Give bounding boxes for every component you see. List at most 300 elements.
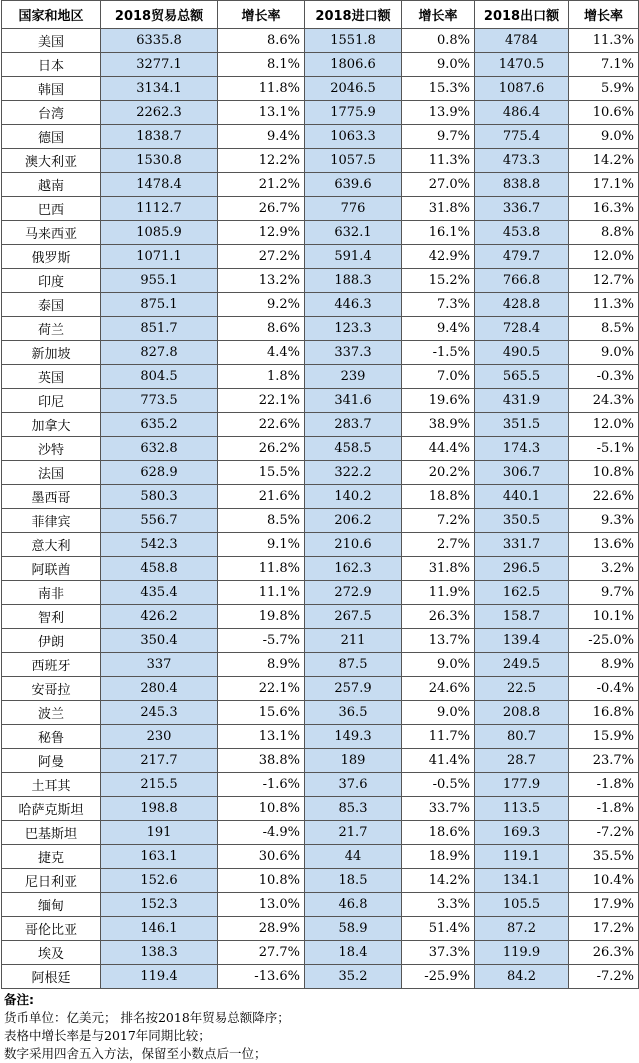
cell-total-trade: 773.5 [101, 389, 218, 413]
cell-export: 490.5 [475, 341, 569, 365]
cell-total-trade: 215.5 [101, 773, 218, 797]
cell-export-growth: 8.9% [569, 653, 639, 677]
cell-export: 440.1 [475, 485, 569, 509]
cell-export-growth: 26.3% [569, 941, 639, 965]
cell-total-growth: 26.7% [218, 197, 305, 221]
cell-export-growth: 12.0% [569, 413, 639, 437]
cell-import-growth: 11.3% [402, 149, 475, 173]
table-row [2, 149, 639, 173]
cell-import-growth: 7.2% [402, 509, 475, 533]
cell-import-growth: 18.9% [402, 845, 475, 869]
cell-country: 意大利 [2, 533, 101, 557]
cell-total-growth: 38.8% [218, 749, 305, 773]
cell-export: 134.1 [475, 869, 569, 893]
cell-export: 84.2 [475, 965, 569, 989]
table-row [2, 533, 639, 557]
cell-export: 350.5 [475, 509, 569, 533]
cell-import-growth: 51.4% [402, 917, 475, 941]
cell-export-growth: 16.3% [569, 197, 639, 221]
cell-total-trade: 542.3 [101, 533, 218, 557]
cell-import: 36.5 [305, 701, 402, 725]
cell-export-growth: 14.2% [569, 149, 639, 173]
cell-import: 189 [305, 749, 402, 773]
cell-export: 177.9 [475, 773, 569, 797]
cell-export-growth: 17.2% [569, 917, 639, 941]
table-row [2, 941, 639, 965]
cell-import-growth: 9.7% [402, 125, 475, 149]
cell-import-growth: 15.2% [402, 269, 475, 293]
cell-total-trade: 804.5 [101, 365, 218, 389]
cell-total-trade: 119.4 [101, 965, 218, 989]
cell-country: 阿曼 [2, 749, 101, 773]
cell-import-growth: 19.6% [402, 389, 475, 413]
table-row [2, 197, 639, 221]
cell-total-trade: 6335.8 [101, 29, 218, 53]
cell-export: 158.7 [475, 605, 569, 629]
cell-country: 沙特 [2, 437, 101, 461]
cell-total-trade: 152.6 [101, 869, 218, 893]
cell-export: 431.9 [475, 389, 569, 413]
cell-export: 479.7 [475, 245, 569, 269]
cell-total-growth: 11.1% [218, 581, 305, 605]
table-row [2, 413, 639, 437]
cell-total-trade: 245.3 [101, 701, 218, 725]
cell-import: 37.6 [305, 773, 402, 797]
cell-total-trade: 152.3 [101, 893, 218, 917]
cell-import: 211 [305, 629, 402, 653]
cell-import-growth: 9.0% [402, 653, 475, 677]
cell-import: 776 [305, 197, 402, 221]
cell-export-growth: 10.8% [569, 461, 639, 485]
cell-export-growth: 7.1% [569, 53, 639, 77]
cell-export-growth: 17.9% [569, 893, 639, 917]
cell-import: 140.2 [305, 485, 402, 509]
cell-country: 哥伦比亚 [2, 917, 101, 941]
cell-country: 墨西哥 [2, 485, 101, 509]
cell-total-growth: 13.2% [218, 269, 305, 293]
cell-total-trade: 827.8 [101, 341, 218, 365]
cell-import: 149.3 [305, 725, 402, 749]
table-body [2, 29, 639, 989]
cell-country: 西班牙 [2, 653, 101, 677]
table-row [2, 725, 639, 749]
cell-country: 俄罗斯 [2, 245, 101, 269]
table-row [2, 653, 639, 677]
cell-total-trade: 191 [101, 821, 218, 845]
cell-total-growth: 4.4% [218, 341, 305, 365]
cell-country: 韩国 [2, 77, 101, 101]
header-total-growth: 增长率 [218, 1, 305, 29]
cell-import: 272.9 [305, 581, 402, 605]
cell-total-trade: 580.3 [101, 485, 218, 509]
cell-export: 139.4 [475, 629, 569, 653]
cell-export-growth: 9.3% [569, 509, 639, 533]
cell-import: 257.9 [305, 677, 402, 701]
cell-total-trade: 337 [101, 653, 218, 677]
cell-country: 泰国 [2, 293, 101, 317]
cell-import-growth: 9.0% [402, 53, 475, 77]
table-row [2, 581, 639, 605]
cell-export-growth: 16.8% [569, 701, 639, 725]
cell-import: 18.5 [305, 869, 402, 893]
cell-export-growth: -5.1% [569, 437, 639, 461]
cell-total-growth: -5.7% [218, 629, 305, 653]
cell-import: 188.3 [305, 269, 402, 293]
table-row [2, 893, 639, 917]
table-row [2, 293, 639, 317]
cell-export-growth: -1.8% [569, 797, 639, 821]
cell-country: 秘鲁 [2, 725, 101, 749]
cell-import-growth: 20.2% [402, 461, 475, 485]
table-row [2, 557, 639, 581]
cell-total-growth: 9.4% [218, 125, 305, 149]
cell-export-growth: 9.7% [569, 581, 639, 605]
cell-import-growth: 13.7% [402, 629, 475, 653]
cell-export-growth: 9.0% [569, 341, 639, 365]
cell-import: 267.5 [305, 605, 402, 629]
cell-import: 1057.5 [305, 149, 402, 173]
header-export-growth: 增长率 [569, 1, 639, 29]
cell-import-growth: 15.3% [402, 77, 475, 101]
cell-country: 阿联酋 [2, 557, 101, 581]
cell-import-growth: 2.7% [402, 533, 475, 557]
cell-export-growth: 8.8% [569, 221, 639, 245]
table-row [2, 389, 639, 413]
cell-country: 巴西 [2, 197, 101, 221]
cell-import-growth: 9.4% [402, 317, 475, 341]
cell-import: 337.3 [305, 341, 402, 365]
table-row [2, 677, 639, 701]
notes-line: 数字采用四舍五入方法，保留至小数点后一位； [4, 1046, 267, 1061]
table-row [2, 101, 639, 125]
cell-export-growth: -1.8% [569, 773, 639, 797]
cell-import: 162.3 [305, 557, 402, 581]
cell-import: 58.9 [305, 917, 402, 941]
cell-import: 46.8 [305, 893, 402, 917]
cell-total-growth: 12.9% [218, 221, 305, 245]
cell-export-growth: 17.1% [569, 173, 639, 197]
cell-export-growth: -0.4% [569, 677, 639, 701]
table-row [2, 77, 639, 101]
cell-export: 119.1 [475, 845, 569, 869]
cell-total-growth: 8.6% [218, 29, 305, 53]
cell-export-growth: -7.2% [569, 821, 639, 845]
cell-import-growth: 37.3% [402, 941, 475, 965]
cell-total-trade: 280.4 [101, 677, 218, 701]
cell-country: 澳大利亚 [2, 149, 101, 173]
cell-import-growth: 24.6% [402, 677, 475, 701]
cell-export-growth: 12.0% [569, 245, 639, 269]
cell-export-growth: 13.6% [569, 533, 639, 557]
cell-export: 169.3 [475, 821, 569, 845]
cell-export-growth: 5.9% [569, 77, 639, 101]
table-row [2, 341, 639, 365]
cell-total-trade: 1071.1 [101, 245, 218, 269]
cell-country: 哈萨克斯坦 [2, 797, 101, 821]
cell-export: 838.8 [475, 173, 569, 197]
cell-total-trade: 1530.8 [101, 149, 218, 173]
cell-import-growth: 38.9% [402, 413, 475, 437]
cell-import-growth: 27.0% [402, 173, 475, 197]
table-row [2, 701, 639, 725]
cell-export: 728.4 [475, 317, 569, 341]
cell-country: 巴基斯坦 [2, 821, 101, 845]
cell-export: 331.7 [475, 533, 569, 557]
cell-export-growth: -25.0% [569, 629, 639, 653]
cell-total-trade: 632.8 [101, 437, 218, 461]
cell-export-growth: 10.4% [569, 869, 639, 893]
cell-total-trade: 635.2 [101, 413, 218, 437]
cell-total-trade: 458.8 [101, 557, 218, 581]
cell-country: 智利 [2, 605, 101, 629]
table-row [2, 965, 639, 989]
notes [0, 989, 639, 1063]
cell-export: 486.4 [475, 101, 569, 125]
cell-country: 德国 [2, 125, 101, 149]
cell-import: 591.4 [305, 245, 402, 269]
cell-import: 210.6 [305, 533, 402, 557]
cell-export: 28.7 [475, 749, 569, 773]
cell-import: 35.2 [305, 965, 402, 989]
cell-country: 阿根廷 [2, 965, 101, 989]
cell-export-growth: 10.1% [569, 605, 639, 629]
cell-country: 英国 [2, 365, 101, 389]
cell-export: 4784 [475, 29, 569, 53]
cell-total-growth: -4.9% [218, 821, 305, 845]
cell-total-growth: 13.1% [218, 101, 305, 125]
cell-country: 越南 [2, 173, 101, 197]
table-row [2, 629, 639, 653]
cell-country: 加拿大 [2, 413, 101, 437]
cell-total-trade: 1112.7 [101, 197, 218, 221]
header-import-growth: 增长率 [402, 1, 475, 29]
cell-export: 351.5 [475, 413, 569, 437]
table-row [2, 749, 639, 773]
cell-total-trade: 1085.9 [101, 221, 218, 245]
cell-export: 119.9 [475, 941, 569, 965]
cell-import-growth: 7.0% [402, 365, 475, 389]
cell-import-growth: 11.9% [402, 581, 475, 605]
cell-total-growth: 15.6% [218, 701, 305, 725]
cell-country: 捷克 [2, 845, 101, 869]
cell-import-growth: -25.9% [402, 965, 475, 989]
cell-total-growth: 13.1% [218, 725, 305, 749]
table-row [2, 437, 639, 461]
cell-total-trade: 3134.1 [101, 77, 218, 101]
cell-country: 法国 [2, 461, 101, 485]
cell-total-trade: 628.9 [101, 461, 218, 485]
cell-total-trade: 138.3 [101, 941, 218, 965]
cell-export-growth: 11.3% [569, 293, 639, 317]
cell-import: 123.3 [305, 317, 402, 341]
cell-total-growth: -1.6% [218, 773, 305, 797]
cell-import-growth: 44.4% [402, 437, 475, 461]
cell-country: 安哥拉 [2, 677, 101, 701]
cell-export-growth: 22.6% [569, 485, 639, 509]
cell-total-trade: 426.2 [101, 605, 218, 629]
notes-title: 备注: [4, 992, 34, 1007]
cell-total-trade: 1838.7 [101, 125, 218, 149]
cell-country: 台湾 [2, 101, 101, 125]
table-row [2, 245, 639, 269]
table-row [2, 485, 639, 509]
cell-import: 283.7 [305, 413, 402, 437]
cell-total-growth: 9.1% [218, 533, 305, 557]
cell-import: 446.3 [305, 293, 402, 317]
table-row [2, 365, 639, 389]
cell-total-growth: 9.2% [218, 293, 305, 317]
cell-total-growth: 21.6% [218, 485, 305, 509]
cell-import: 239 [305, 365, 402, 389]
cell-export-growth: 24.3% [569, 389, 639, 413]
cell-import: 1775.9 [305, 101, 402, 125]
cell-export-growth: 3.2% [569, 557, 639, 581]
cell-import-growth: 7.3% [402, 293, 475, 317]
cell-total-trade: 875.1 [101, 293, 218, 317]
table-row [2, 317, 639, 341]
notes-line: 货币单位：亿美元； 排名按2018年贸易总额降序； [4, 1010, 290, 1025]
table-row [2, 605, 639, 629]
cell-total-trade: 3277.1 [101, 53, 218, 77]
cell-total-growth: 28.9% [218, 917, 305, 941]
cell-total-trade: 230 [101, 725, 218, 749]
cell-total-trade: 556.7 [101, 509, 218, 533]
table-row [2, 269, 639, 293]
cell-total-growth: 11.8% [218, 557, 305, 581]
cell-import-growth: -0.5% [402, 773, 475, 797]
cell-import-growth: 42.9% [402, 245, 475, 269]
cell-import-growth: 31.8% [402, 557, 475, 581]
header-export: 2018出口额 [475, 1, 569, 29]
cell-export-growth: 9.0% [569, 125, 639, 149]
cell-import-growth: 3.3% [402, 893, 475, 917]
cell-export: 336.7 [475, 197, 569, 221]
cell-export-growth: 11.3% [569, 29, 639, 53]
cell-total-growth: 27.7% [218, 941, 305, 965]
cell-export: 473.3 [475, 149, 569, 173]
cell-export-growth: -0.3% [569, 365, 639, 389]
cell-import-growth: 16.1% [402, 221, 475, 245]
cell-country: 菲律宾 [2, 509, 101, 533]
cell-import: 44 [305, 845, 402, 869]
cell-total-growth: 10.8% [218, 869, 305, 893]
table-row [2, 797, 639, 821]
header-import: 2018进口额 [305, 1, 402, 29]
cell-total-trade: 2262.3 [101, 101, 218, 125]
cell-country: 伊朗 [2, 629, 101, 653]
cell-export: 249.5 [475, 653, 569, 677]
cell-total-growth: 1.8% [218, 365, 305, 389]
table-row [2, 845, 639, 869]
cell-total-growth: 11.8% [218, 77, 305, 101]
cell-import-growth: 14.2% [402, 869, 475, 893]
cell-import-growth: 41.4% [402, 749, 475, 773]
cell-total-trade: 198.8 [101, 797, 218, 821]
cell-import: 1063.3 [305, 125, 402, 149]
table-row [2, 917, 639, 941]
cell-total-trade: 163.1 [101, 845, 218, 869]
cell-export: 775.4 [475, 125, 569, 149]
cell-export-growth: 15.9% [569, 725, 639, 749]
cell-export: 113.5 [475, 797, 569, 821]
cell-export: 174.3 [475, 437, 569, 461]
cell-export: 766.8 [475, 269, 569, 293]
cell-total-growth: 15.5% [218, 461, 305, 485]
cell-total-trade: 955.1 [101, 269, 218, 293]
header-country: 国家和地区 [2, 1, 101, 29]
cell-export: 22.5 [475, 677, 569, 701]
header-row [2, 1, 639, 29]
cell-import-growth: 26.3% [402, 605, 475, 629]
cell-total-growth: 8.1% [218, 53, 305, 77]
table-row [2, 773, 639, 797]
table-row [2, 173, 639, 197]
cell-country: 新加坡 [2, 341, 101, 365]
cell-country: 土耳其 [2, 773, 101, 797]
cell-total-growth: 26.2% [218, 437, 305, 461]
cell-import-growth: 13.9% [402, 101, 475, 125]
cell-total-growth: 8.9% [218, 653, 305, 677]
cell-total-growth: 8.5% [218, 509, 305, 533]
cell-export: 105.5 [475, 893, 569, 917]
cell-import-growth: -1.5% [402, 341, 475, 365]
cell-total-growth: 22.1% [218, 389, 305, 413]
cell-import-growth: 11.7% [402, 725, 475, 749]
table-row [2, 221, 639, 245]
cell-country: 马来西亚 [2, 221, 101, 245]
cell-country: 美国 [2, 29, 101, 53]
cell-total-trade: 146.1 [101, 917, 218, 941]
notes-line: 表格中增长率是与2017年同期比较； [4, 1028, 211, 1043]
cell-export: 1087.6 [475, 77, 569, 101]
cell-total-growth: 8.6% [218, 317, 305, 341]
cell-import: 2046.5 [305, 77, 402, 101]
table-row [2, 869, 639, 893]
cell-total-growth: 30.6% [218, 845, 305, 869]
cell-country: 埃及 [2, 941, 101, 965]
cell-export-growth: -7.2% [569, 965, 639, 989]
cell-total-growth: 27.2% [218, 245, 305, 269]
cell-import-growth: 0.8% [402, 29, 475, 53]
table-row [2, 125, 639, 149]
cell-import: 458.5 [305, 437, 402, 461]
header-total-trade: 2018贸易总额 [101, 1, 218, 29]
cell-country: 印度 [2, 269, 101, 293]
cell-export: 453.8 [475, 221, 569, 245]
cell-export-growth: 10.6% [569, 101, 639, 125]
table-row [2, 821, 639, 845]
cell-import-growth: 33.7% [402, 797, 475, 821]
cell-total-trade: 350.4 [101, 629, 218, 653]
cell-export-growth: 35.5% [569, 845, 639, 869]
cell-total-trade: 851.7 [101, 317, 218, 341]
cell-import: 632.1 [305, 221, 402, 245]
cell-export: 296.5 [475, 557, 569, 581]
cell-total-growth: 19.8% [218, 605, 305, 629]
cell-country: 日本 [2, 53, 101, 77]
cell-total-growth: 12.2% [218, 149, 305, 173]
cell-import: 341.6 [305, 389, 402, 413]
cell-import: 322.2 [305, 461, 402, 485]
cell-import: 85.3 [305, 797, 402, 821]
table-row [2, 509, 639, 533]
table-row [2, 461, 639, 485]
cell-import-growth: 9.0% [402, 701, 475, 725]
cell-country: 缅甸 [2, 893, 101, 917]
cell-import-growth: 18.8% [402, 485, 475, 509]
cell-import-growth: 31.8% [402, 197, 475, 221]
cell-export: 162.5 [475, 581, 569, 605]
